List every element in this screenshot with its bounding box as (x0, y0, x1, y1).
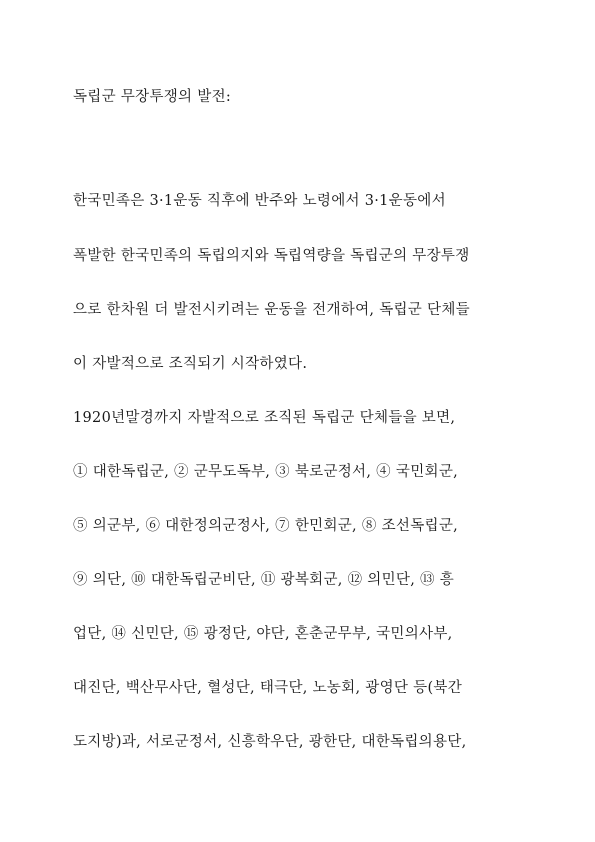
paragraph-line: ⑤ 의군부, ⑥ 대한정의군정사, ⑦ 한민회군, ⑧ 조선독립군, (73, 518, 459, 534)
paragraph-line: 업단, ⑭ 신민단, ⑮ 광정단, 야단, 혼춘군무부, 국민의사부, (73, 626, 453, 642)
paragraph-line: 도지방)과, 서로군정서, 신흥학우단, 광한단, 대한독립의용단, (73, 734, 467, 750)
paragraph-line: ① 대한독립군, ② 군무도독부, ③ 북로군정서, ④ 국민회군, (73, 464, 459, 480)
paragraph-line: 1920년말경까지 자발적으로 조직된 독립군 단체들을 보면, (73, 410, 456, 426)
paragraph-line: ⑨ 의단, ⑩ 대한독립군비단, ⑪ 광복회군, ⑫ 의민단, ⑬ 흥 (73, 572, 455, 588)
paragraph-line: 이 자발적으로 조직되기 시작하였다. (73, 356, 308, 372)
section-heading: 독립군 무장투쟁의 발전: (73, 89, 232, 105)
paragraph-line: 한국민족은 3·1운동 직후에 반주와 노령에서 3·1운동에서 (73, 193, 446, 209)
paragraph-line: 폭발한 한국민족의 독립의지와 독립역량을 독립군의 무장투쟁 (73, 248, 470, 264)
paragraph-line: 대진단, 백산무사단, 혈성단, 태극단, 노농회, 광영단 등(북간 (73, 680, 463, 696)
paragraph-line: 으로 한차원 더 발전시키려는 운동을 전개하여, 독립군 단체들 (73, 302, 470, 318)
